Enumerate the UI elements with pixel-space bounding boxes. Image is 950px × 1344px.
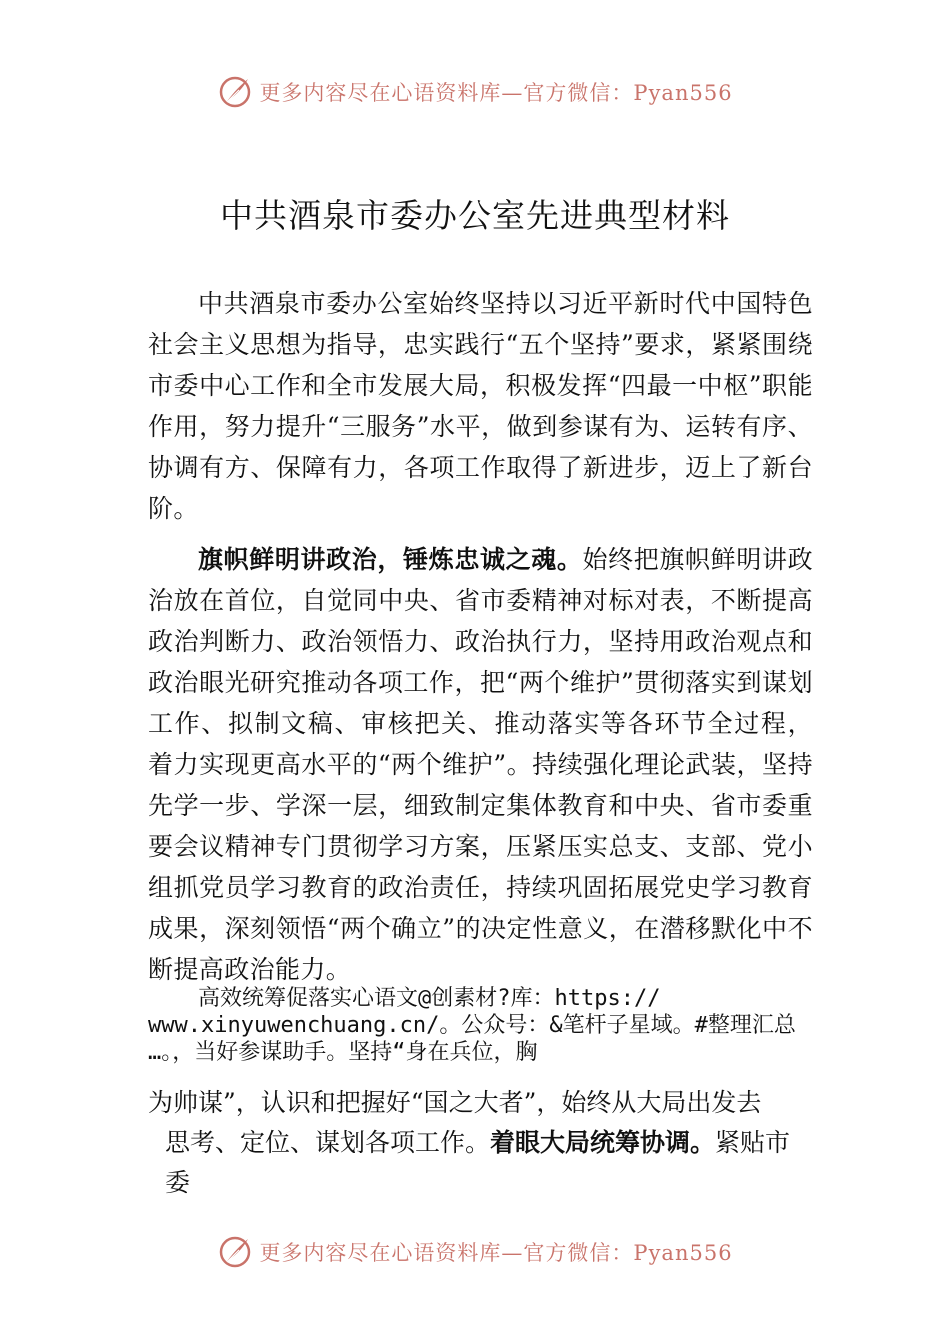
section2-line-4: 为帅谋”，认识和把握好“国之大者”，始终从大局出发去 (148, 1088, 762, 1117)
document-body (148, 283, 813, 990)
section2-garbled-block (148, 985, 848, 1066)
section2-line-5-start: 思考、定位、谋划各项工作。 (165, 1128, 491, 1157)
section2-line-3: …。，当好参谋助手。坚持“身在兵位，胸 (148, 1040, 538, 1065)
section1-lead: 旗帜鲜明讲政治，锤炼忠诚之魂。 (198, 545, 583, 574)
header-banner (0, 70, 950, 114)
section2-line-5 (148, 1123, 813, 1203)
intro-paragraph: 中共酒泉市委办公室始终坚持以习近平新时代中国特色社会主义思想为指导，忠实践行“五个坚持”要求，紧紧围绕市委中心工作和全市发展大局，积极发挥“四最一中枢”职能作用，努力提升“三服务”水平，做到参谋有为、运转有序、协调有方、保障有力，各项工作取得了新进步，迈上了新台阶。 (148, 289, 813, 523)
section2-line-2: www.xinyuwenchuang.cn/。公众号：&笔杆子星域。#整理汇总 (148, 1013, 796, 1038)
section2-line-1: 高效统筹促落实心语文@创素材?库：https:// (198, 986, 661, 1011)
section1-paragraph (148, 539, 813, 990)
footer-banner-text: 更多内容尽在心语资料库—官方微信：Pyan556 (259, 1241, 733, 1265)
footer-banner (0, 1230, 950, 1274)
quill-pen-logo-icon (217, 74, 253, 110)
quill-pen-logo-icon (217, 1234, 253, 1270)
header-banner-text: 更多内容尽在心语资料库—官方微信：Pyan556 (259, 81, 733, 105)
section2-continuation (148, 1083, 813, 1203)
document-title: 中共酒泉市委办公室先进典型材料 (220, 196, 730, 235)
section2-subheading: 着眼大局统筹协调。 (490, 1128, 716, 1157)
section2-line-5-end: 紧贴市委 (165, 1128, 791, 1197)
section1-body: 始终把旗帜鲜明讲政治放在首位，自觉同中央、省市委精神对标对表，不断提高政治判断力、政治领悟力、政治执行力，坚持用政治观点和政治眼光研究推动各项工作，把“两个维护”贯彻落实到谋划工作、拟制文稿、审核把关、推动落实等各环节全过程， 着力实现更高水平的“两个维护”。持续强化理论武装，坚持先学一步、学深一层，细致制定集体教育和中央、省市委重要会议精神专门贯彻学习方案，压紧压实总支、支部、党小组抓党员学习教育的政治责任，持续巩固拓展党史学习教育成果，深刻领悟“两个确立”的决定性意义，在潜移默化中不断提高政治能力。 (148, 545, 813, 984)
